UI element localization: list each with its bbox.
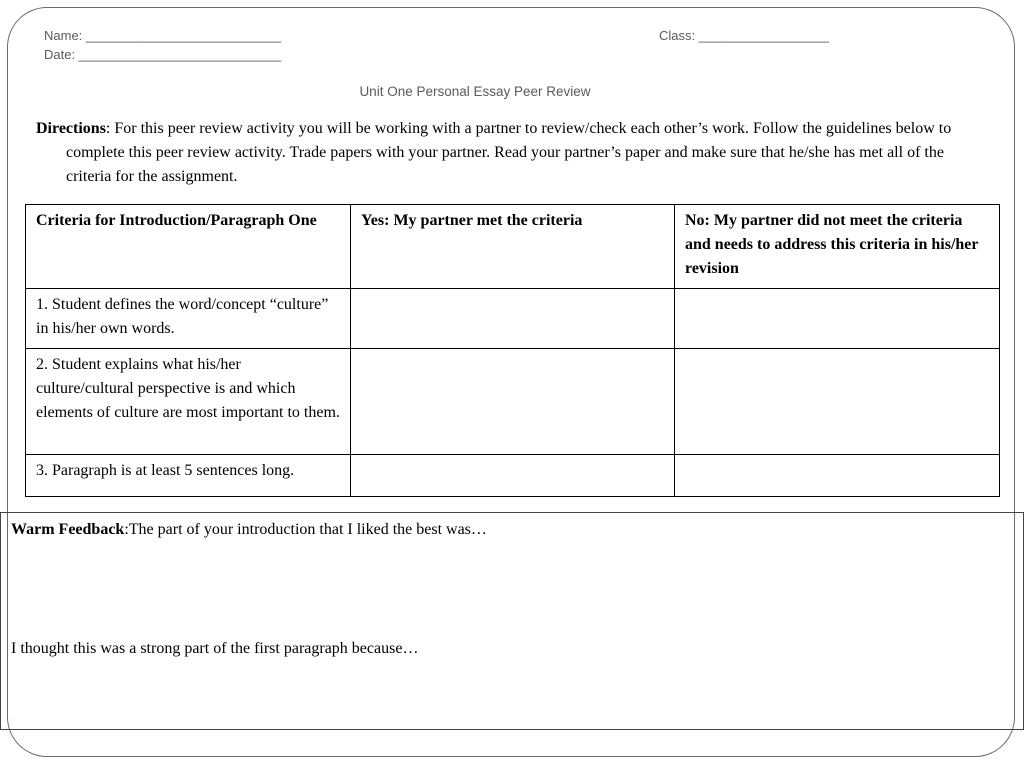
criterion-cell: 2. Student explains what his/her culture/cultural perspective is and which elements of culture are most important to them. [26, 349, 351, 455]
date-field-label: Date: ____________________________ [44, 47, 282, 62]
class-field-label: Class: __________________ [659, 28, 829, 43]
yes-cell[interactable] [351, 349, 675, 455]
table-row [26, 349, 1000, 455]
warm-feedback-box[interactable] [0, 512, 1024, 730]
yes-cell[interactable] [351, 455, 675, 497]
warm-feedback-line [11, 519, 487, 541]
no-cell[interactable] [675, 289, 1000, 349]
no-cell[interactable] [675, 349, 1000, 455]
warm-feedback-prompt: :The part of your introduction that I liked the best was… [124, 521, 487, 538]
warm-feedback-label: Warm Feedback [11, 521, 125, 538]
no-cell[interactable] [675, 455, 1000, 497]
header-criteria: Criteria for Introduction/Paragraph One [26, 205, 351, 289]
table-header-row [26, 205, 1000, 289]
header-no: No: My partner did not meet the criteria and needs to address this criteria in his/her revision [675, 205, 1000, 289]
name-field-label: Name: ___________________________ [44, 28, 282, 43]
criterion-cell: 1. Student defines the word/concept “culture” in his/her own words. [26, 289, 351, 349]
strong-part-prompt: I thought this was a strong part of the first paragraph because… [11, 640, 419, 657]
directions-label: Directions [36, 120, 106, 137]
document-title: Unit One Personal Essay Peer Review [359, 84, 591, 99]
directions-paragraph [36, 117, 991, 189]
criteria-table [25, 204, 1000, 497]
directions-text: : For this peer review activity you will be working with a partner to review/check each other’s work. Follow the guidelines below to complete this peer review activity. Trade papers with your partner. Read your partner’s paper and make sure that he/she has met all of the criteria for the assignment. [66, 120, 952, 185]
table-row [26, 289, 1000, 349]
header-yes: Yes: My partner met the criteria [351, 205, 675, 289]
yes-cell[interactable] [351, 289, 675, 349]
criterion-cell: 3. Paragraph is at least 5 sentences long. [26, 455, 351, 497]
table-row [26, 455, 1000, 497]
